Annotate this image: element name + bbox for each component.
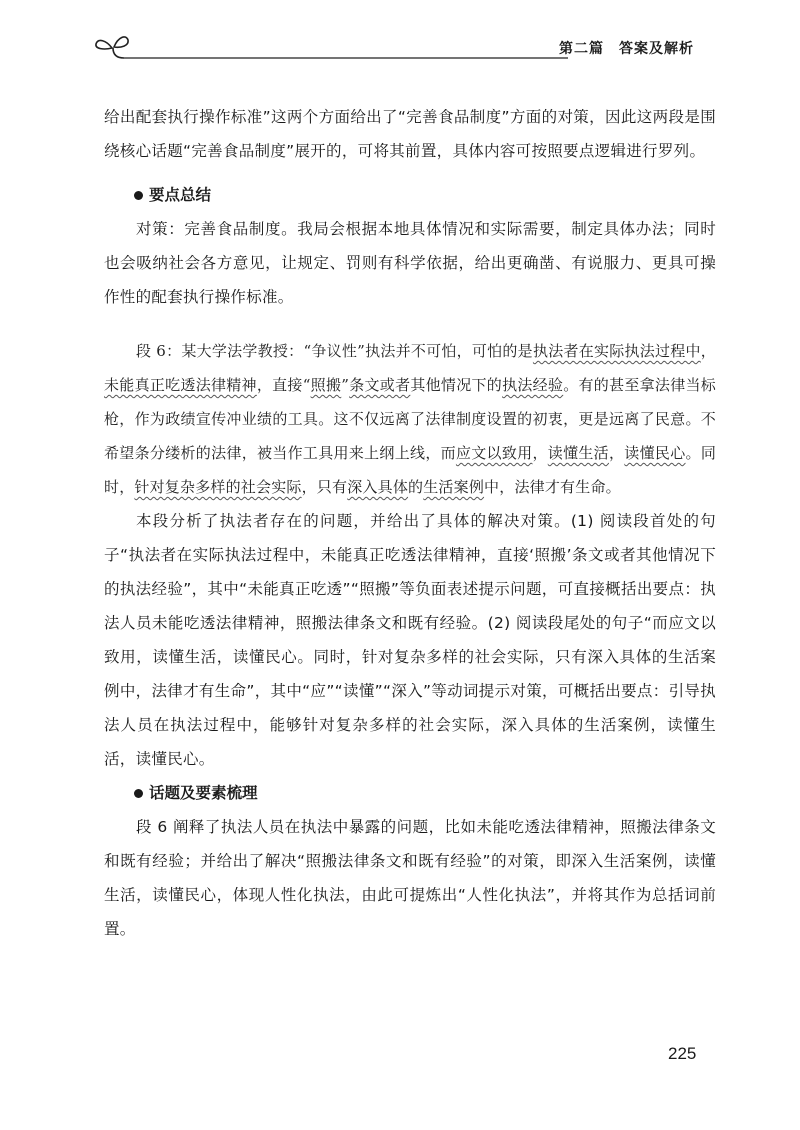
quote-underlined: 执法者在实际执法过程中 <box>532 342 701 360</box>
quote-text: ” <box>341 376 350 394</box>
bullet-dot-icon <box>134 191 143 200</box>
quote-text: ， <box>532 444 548 462</box>
quote-underlined: 执法经验 <box>502 376 564 394</box>
summary-heading <box>104 178 716 212</box>
quote-underlined: 针对复杂多样的社会实际 <box>134 478 302 496</box>
quote-text: ， <box>608 444 625 462</box>
quote-text: ， <box>700 342 716 360</box>
summary-paragraph: 对策：完善食品制度。我局会根据本地具体情况和实际需要，制定具体办法；同时也会吸纳社会各方意见，让规定、罚则有科学依据，给出更确凿、有说服力、更具可操作性的配套执行操作标准。 <box>104 220 716 306</box>
intro-paragraph: 给出配套执行操作标准”这两个方面给出了“完善食品制度”方面的对策，因此这两段是围绕核心话题“完善食品制度”展开的，可将其前置，具体内容可按照要点逻辑进行罗列。 <box>104 108 716 160</box>
section-title: 第二篇 答案及解析 <box>559 41 694 57</box>
page-content <box>104 100 716 946</box>
quoted-passage <box>104 334 716 504</box>
bullet-dot-icon <box>134 789 143 798</box>
page-number: 225 <box>668 1044 697 1063</box>
analysis-paragraph: 本段分析了执法者存在的问题，并给出了具体的解决对策。(1) 阅读段首处的句子“执法者在实际执法过程中，未能真正吃透法律精神，直接‘照搬’条文或者其他情况下的执法经验”，其中“未能真正吃透”“照搬”等负面表述提示问题，可直接概括出要点：执法人员未能吃透法律精神，照搬法律条文和既有经验。(2) 阅读段尾处的句子“而应文以致用，读懂生活，读懂民心。同时，针对复杂多样的社会实际，只有深入具体的生活案例中，法律才有生命”，其中“应”“读懂”“深入”等动词提示对策，可概括出要点：引导执法人员在执法过程中，能够针对复杂多样的社会实际，深入具体的生活案例，读懂生活，读懂民心。 <box>104 512 716 768</box>
quote-underlined: 条文或者 <box>349 376 411 394</box>
quote-underlined: 照搬 <box>310 376 342 394</box>
quote-text: ，直接“ <box>256 376 311 394</box>
quote-underlined: 生活案例 <box>423 478 485 496</box>
quote-underlined: 读懂民心 <box>624 444 686 462</box>
topic-heading-text: 话题及要素梳理 <box>149 784 258 802</box>
quote-text: 其他情况下的 <box>410 376 503 394</box>
topic-heading <box>104 776 716 810</box>
quote-text: 。同时， <box>104 444 717 496</box>
quote-label: 段 6： <box>136 342 182 360</box>
quote-text: ，只有 <box>301 478 348 496</box>
quote-text: 中，法律才有生命。 <box>484 478 621 496</box>
quote-underlined: 深入具体 <box>347 478 409 496</box>
quote-underlined: 读懂生活 <box>547 444 609 462</box>
topic-paragraph: 段 6 阐释了执法人员在执法中暴露的问题，比如未能吃透法律精神，照搬法律条文和既有经验；并给出了解决“照搬法律条文和既有经验”的对策，即深入生活案例，读懂生活，读懂民心，体现人性化执法，由此可提炼出“人性化执法”，并将其作为总括词前置。 <box>104 818 716 938</box>
sprout-icon <box>96 37 128 58</box>
page-header <box>0 0 800 80</box>
quote-text: 某大学法学教授：“争议性”执法并不可怕，可怕的是 <box>181 342 533 360</box>
quote-text: 。有的甚至拿法律当标枪，作为政绩宣传冲业绩的工具。这不仅远离了法律制度设置的初衷，更是远离了民意。不希望条分缕析的法律，被当作工具用来上纲上线，而 <box>104 376 716 462</box>
quote-text: 的 <box>408 478 424 496</box>
quote-underlined: 未能真正吃透法律精神 <box>104 376 257 394</box>
quote-underlined: 应文以致用 <box>455 444 533 462</box>
summary-heading-text: 要点总结 <box>149 186 212 204</box>
